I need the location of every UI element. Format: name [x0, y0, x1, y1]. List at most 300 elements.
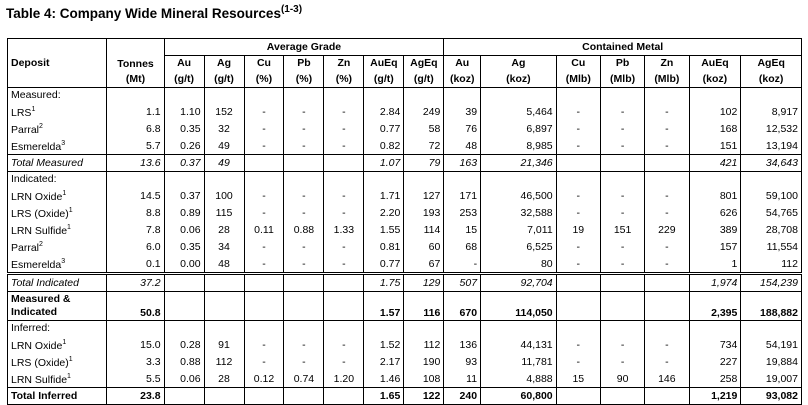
cell-9: 7,011: [481, 221, 557, 238]
cell-1: 0.00: [164, 255, 204, 274]
cell-12: [645, 155, 689, 172]
cell-5: -: [324, 103, 364, 120]
cell-13: 151: [689, 137, 741, 155]
empty-cell: [481, 171, 557, 187]
cell-8: 507: [444, 274, 481, 292]
cell-13: 1,219: [689, 388, 741, 405]
header-grade-1: Ag: [204, 55, 244, 71]
cell-2: 100: [204, 187, 244, 204]
section-label-row: [8, 171, 802, 187]
header-grade-3: Pb: [284, 55, 324, 71]
footnote-mark: 1: [62, 339, 67, 346]
cell-1: 0.89: [164, 204, 204, 221]
empty-cell: [600, 320, 644, 336]
cell-11: 90: [600, 370, 644, 388]
cell-11: 151: [600, 221, 644, 238]
header-grade-unit-0: (g/t): [164, 71, 204, 87]
cell-4: 0.74: [284, 370, 324, 388]
cell-1: [164, 274, 204, 292]
cell-3: -: [244, 353, 284, 370]
footnote-mark: 1: [62, 190, 67, 197]
cell-0: 7.8: [107, 221, 164, 238]
header-metal-unit-6: (koz): [741, 71, 802, 87]
table-row: [8, 103, 802, 120]
cell-14: 19,007: [741, 370, 802, 388]
empty-cell: [600, 171, 644, 187]
cell-14: 19,884: [741, 353, 802, 370]
empty-cell: [107, 171, 164, 187]
empty-cell: [107, 87, 164, 103]
header-grade-unit-1: (g/t): [204, 71, 244, 87]
empty-cell: [600, 87, 644, 103]
header-metal-unit-2: (Mlb): [556, 71, 600, 87]
cell-9: 32,588: [481, 204, 557, 221]
table-row-mi-total: [8, 291, 802, 320]
footnote-mark: 2: [39, 123, 43, 130]
cell-14: 11,554: [741, 238, 802, 255]
table-row: [8, 274, 802, 292]
cell-5: -: [324, 353, 364, 370]
empty-cell: [556, 87, 600, 103]
cell-9: 11,781: [481, 353, 557, 370]
cell-13: 1: [689, 255, 741, 274]
cell-11: -: [600, 353, 644, 370]
table-row: [8, 353, 802, 370]
cell-5: -: [324, 255, 364, 274]
footnote-mark: 1: [67, 373, 71, 380]
cell-6: 1.65: [364, 388, 404, 405]
deposit-name: [8, 221, 107, 238]
empty-cell: [556, 320, 600, 336]
cell-8: 670: [444, 291, 481, 320]
cell-13: 801: [689, 187, 741, 204]
deposit-name: [8, 103, 107, 120]
cell-5: -: [324, 336, 364, 353]
header-grade-unit-3: (%): [284, 71, 324, 87]
cell-11: -: [600, 103, 644, 120]
cell-6: 1.55: [364, 221, 404, 238]
cell-14: 34,643: [741, 155, 802, 172]
cell-10: -: [556, 187, 600, 204]
cell-11: -: [600, 336, 644, 353]
cell-14: 188,882: [741, 291, 802, 320]
cell-5: -: [324, 238, 364, 255]
table-row: [8, 221, 802, 238]
empty-cell: [204, 320, 244, 336]
cell-6: 1.46: [364, 370, 404, 388]
section-label-row: [8, 320, 802, 336]
cell-14: 12,532: [741, 120, 802, 137]
deposit-label: LRS (Oxide): [11, 357, 69, 369]
cell-11: -: [600, 187, 644, 204]
cell-3: [244, 291, 284, 320]
cell-3: -: [244, 103, 284, 120]
header-metal-unit-0: (koz): [444, 71, 481, 87]
cell-7: 108: [404, 370, 444, 388]
cell-10: [556, 155, 600, 172]
table-row: [8, 336, 802, 353]
cell-4: [284, 291, 324, 320]
cell-10: 19: [556, 221, 600, 238]
header-tonnes: Tonnes: [107, 39, 164, 72]
cell-6: 1.07: [364, 155, 404, 172]
cell-9: 92,704: [481, 274, 557, 292]
cell-5: -: [324, 137, 364, 155]
header-row-1: [8, 39, 802, 56]
table-row: [8, 238, 802, 255]
cell-0: 3.3: [107, 353, 164, 370]
deposit-label: LRS (Oxide): [11, 208, 69, 220]
cell-4: -: [284, 204, 324, 221]
mi-label-line2: Indicated: [11, 305, 58, 318]
deposit-name: [8, 238, 107, 255]
section-label: Indicated:: [8, 171, 107, 187]
deposit-name: [8, 353, 107, 370]
cell-2: [204, 291, 244, 320]
cell-2: [204, 274, 244, 292]
header-grade-0: Au: [164, 55, 204, 71]
cell-9: 21,346: [481, 155, 557, 172]
cell-10: -: [556, 336, 600, 353]
deposit-label: LRN Sulfide: [11, 374, 68, 386]
cell-4: 0.88: [284, 221, 324, 238]
table-row: [8, 137, 802, 155]
header-deposit: Deposit: [8, 39, 107, 88]
cell-13: 734: [689, 336, 741, 353]
header-grade-unit-4: (%): [324, 71, 364, 87]
header-grade-4: Zn: [324, 55, 364, 71]
empty-cell: [324, 320, 364, 336]
header-row-3: [8, 71, 802, 87]
cell-8: 163: [444, 155, 481, 172]
empty-cell: [444, 87, 481, 103]
cell-10: -: [556, 137, 600, 155]
section-label: Inferred:: [8, 320, 107, 336]
cell-8: 240: [444, 388, 481, 405]
deposit-label: Total Inferred: [11, 389, 78, 402]
cell-9: 6,525: [481, 238, 557, 255]
cell-14: 13,194: [741, 137, 802, 155]
cell-1: 0.37: [164, 155, 204, 172]
table-row: [8, 255, 802, 274]
cell-11: -: [600, 255, 644, 274]
empty-cell: [164, 320, 204, 336]
cell-12: -: [645, 187, 689, 204]
cell-6: 0.81: [364, 238, 404, 255]
cell-4: -: [284, 238, 324, 255]
empty-cell: [244, 171, 284, 187]
table-row: [8, 187, 802, 204]
cell-7: 122: [404, 388, 444, 405]
empty-cell: [689, 320, 741, 336]
cell-8: 171: [444, 187, 481, 204]
empty-cell: [364, 171, 404, 187]
cell-13: 168: [689, 120, 741, 137]
cell-11: -: [600, 238, 644, 255]
cell-0: 15.0: [107, 336, 164, 353]
cell-6: 1.57: [364, 291, 404, 320]
deposit-name: [8, 187, 107, 204]
cell-1: 0.37: [164, 187, 204, 204]
cell-12: -: [645, 238, 689, 255]
cell-6: 2.20: [364, 204, 404, 221]
cell-7: 193: [404, 204, 444, 221]
footnote-mark: 1: [68, 356, 73, 363]
cell-10: -: [556, 353, 600, 370]
empty-cell: [741, 87, 802, 103]
empty-cell: [324, 171, 364, 187]
cell-10: -: [556, 255, 600, 274]
header-grade-unit-2: (%): [244, 71, 284, 87]
empty-cell: [481, 320, 557, 336]
empty-cell: [645, 171, 689, 187]
cell-12: [645, 291, 689, 320]
cell-7: 190: [404, 353, 444, 370]
header-metal-2: Cu: [556, 55, 600, 71]
cell-6: 2.17: [364, 353, 404, 370]
footnote-mark: 2: [39, 241, 43, 248]
cell-2: 91: [204, 336, 244, 353]
cell-9: 80: [481, 255, 557, 274]
cell-4: -: [284, 255, 324, 274]
cell-11: -: [600, 137, 644, 155]
cell-14: 93,082: [741, 388, 802, 405]
cell-2: 28: [204, 221, 244, 238]
cell-12: 229: [645, 221, 689, 238]
cell-0: 0.1: [107, 255, 164, 274]
cell-8: 76: [444, 120, 481, 137]
cell-7: 67: [404, 255, 444, 274]
header-contained-metal: Contained Metal: [444, 39, 802, 56]
cell-0: 14.5: [107, 187, 164, 204]
cell-3: -: [244, 204, 284, 221]
cell-11: [600, 291, 644, 320]
cell-2: 115: [204, 204, 244, 221]
cell-7: 249: [404, 103, 444, 120]
header-average-grade: Average Grade: [164, 39, 444, 56]
header-metal-4: Zn: [645, 55, 689, 71]
cell-2: 34: [204, 238, 244, 255]
cell-0: 23.8: [107, 388, 164, 405]
cell-7: 114: [404, 221, 444, 238]
cell-11: -: [600, 204, 644, 221]
cell-3: -: [244, 255, 284, 274]
header-grade-2: Cu: [244, 55, 284, 71]
cell-4: -: [284, 187, 324, 204]
empty-cell: [444, 171, 481, 187]
empty-cell: [107, 320, 164, 336]
cell-8: 15: [444, 221, 481, 238]
header-metal-6: AgEq: [741, 55, 802, 71]
cell-4: -: [284, 336, 324, 353]
cell-1: [164, 291, 204, 320]
empty-cell: [364, 87, 404, 103]
cell-10: [556, 291, 600, 320]
header-metal-unit-4: (Mlb): [645, 71, 689, 87]
empty-cell: [204, 171, 244, 187]
deposit-name: [8, 274, 107, 292]
cell-5: [324, 274, 364, 292]
section-label-row: [8, 87, 802, 103]
deposit-label: LRS: [11, 107, 32, 119]
cell-7: 60: [404, 238, 444, 255]
table-row: [8, 120, 802, 137]
cell-14: 59,100: [741, 187, 802, 204]
cell-1: 0.06: [164, 370, 204, 388]
header-metal-unit-5: (koz): [689, 71, 741, 87]
cell-7: 116: [404, 291, 444, 320]
cell-4: [284, 155, 324, 172]
cell-12: -: [645, 255, 689, 274]
cell-0: 6.8: [107, 120, 164, 137]
header-metal-5: AuEq: [689, 55, 741, 71]
cell-1: 1.10: [164, 103, 204, 120]
cell-5: [324, 155, 364, 172]
empty-cell: [404, 87, 444, 103]
empty-cell: [164, 171, 204, 187]
cell-1: 0.06: [164, 221, 204, 238]
cell-10: -: [556, 120, 600, 137]
cell-2: 28: [204, 370, 244, 388]
cell-1: 0.35: [164, 238, 204, 255]
cell-14: 54,191: [741, 336, 802, 353]
cell-2: 112: [204, 353, 244, 370]
cell-3: 0.11: [244, 221, 284, 238]
footnote-mark: 1: [68, 207, 73, 214]
cell-8: -: [444, 255, 481, 274]
deposit-name: [8, 370, 107, 388]
cell-3: -: [244, 187, 284, 204]
cell-0: 5.5: [107, 370, 164, 388]
cell-14: 8,917: [741, 103, 802, 120]
cell-5: -: [324, 204, 364, 221]
mi-label-line1: Measured &: [11, 292, 71, 305]
cell-8: 39: [444, 103, 481, 120]
empty-cell: [645, 320, 689, 336]
footnote-mark: 1: [31, 106, 36, 113]
cell-13: 258: [689, 370, 741, 388]
cell-12: -: [645, 336, 689, 353]
header-grade-5: AuEq: [364, 55, 404, 71]
cell-2: 152: [204, 103, 244, 120]
cell-14: 28,708: [741, 221, 802, 238]
empty-cell: [689, 87, 741, 103]
header-grade-unit-5: (g/t): [364, 71, 404, 87]
cell-11: [600, 155, 644, 172]
cell-5: -: [324, 187, 364, 204]
cell-13: 1,974: [689, 274, 741, 292]
cell-10: 15: [556, 370, 600, 388]
section-label: Measured:: [8, 87, 107, 103]
deposit-label: LRN Sulfide: [11, 225, 68, 237]
header-metal-1: Ag: [481, 55, 557, 71]
deposit-label: Esmerelda: [11, 141, 62, 153]
table-row: [8, 204, 802, 221]
deposit-name: [8, 336, 107, 353]
deposit-name: [8, 204, 107, 221]
cell-6: 0.82: [364, 137, 404, 155]
header-metal-0: Au: [444, 55, 481, 71]
deposit-label: Parral: [11, 124, 40, 136]
cell-4: -: [284, 103, 324, 120]
cell-8: 68: [444, 238, 481, 255]
cell-13: 102: [689, 103, 741, 120]
cell-13: 227: [689, 353, 741, 370]
deposit-name: [8, 255, 107, 274]
cell-8: 253: [444, 204, 481, 221]
cell-12: -: [645, 353, 689, 370]
cell-4: -: [284, 353, 324, 370]
cell-10: -: [556, 238, 600, 255]
empty-cell: [284, 320, 324, 336]
cell-14: 154,239: [741, 274, 802, 292]
cell-6: 2.84: [364, 103, 404, 120]
cell-13: 389: [689, 221, 741, 238]
empty-cell: [689, 171, 741, 187]
empty-cell: [404, 320, 444, 336]
cell-12: -: [645, 137, 689, 155]
cell-13: 626: [689, 204, 741, 221]
cell-12: [645, 274, 689, 292]
cell-5: -: [324, 120, 364, 137]
cell-14: 112: [741, 255, 802, 274]
cell-8: 48: [444, 137, 481, 155]
empty-cell: [556, 171, 600, 187]
cell-5: 1.33: [324, 221, 364, 238]
cell-7: 129: [404, 274, 444, 292]
table-title: Table 4: Company Wide Mineral Resources$^{(1-3)}$: [6, 4, 303, 21]
cell-3: [244, 155, 284, 172]
empty-cell: [164, 87, 204, 103]
cell-3: [244, 274, 284, 292]
cell-0: 13.6: [107, 155, 164, 172]
cell-12: 146: [645, 370, 689, 388]
header-tonnes-unit: (Mt): [107, 71, 164, 87]
cell-8: 93: [444, 353, 481, 370]
empty-cell: [741, 171, 802, 187]
cell-0: 5.7: [107, 137, 164, 155]
cell-0: 8.8: [107, 204, 164, 221]
cell-0: 6.0: [107, 238, 164, 255]
empty-cell: [364, 320, 404, 336]
cell-1: 0.28: [164, 336, 204, 353]
cell-13: 157: [689, 238, 741, 255]
empty-cell: [284, 87, 324, 103]
cell-13: 421: [689, 155, 741, 172]
cell-6: 1.75: [364, 274, 404, 292]
cell-9: 60,800: [481, 388, 557, 405]
cell-9: 5,464: [481, 103, 557, 120]
cell-1: 0.26: [164, 137, 204, 155]
cell-6: 0.77: [364, 120, 404, 137]
cell-12: -: [645, 204, 689, 221]
cell-9: 6,897: [481, 120, 557, 137]
cell-9: 8,985: [481, 137, 557, 155]
empty-cell: [741, 320, 802, 336]
cell-4: -: [284, 120, 324, 137]
empty-cell: [244, 87, 284, 103]
cell-11: [600, 274, 644, 292]
cell-0: 1.1: [107, 103, 164, 120]
cell-1: 0.88: [164, 353, 204, 370]
cell-7: 112: [404, 336, 444, 353]
deposit-label: Total Indicated: [11, 276, 79, 289]
cell-13: 2,395: [689, 291, 741, 320]
cell-7: 79: [404, 155, 444, 172]
empty-cell: [444, 320, 481, 336]
cell-2: 49: [204, 137, 244, 155]
cell-12: -: [645, 120, 689, 137]
